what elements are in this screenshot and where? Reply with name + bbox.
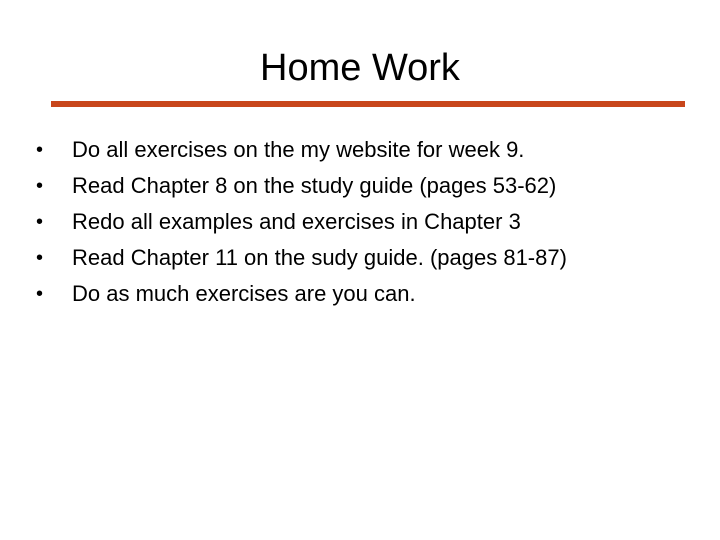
list-item-text: Do all exercises on the my website for week 9. [72,137,525,162]
list-item [36,132,567,168]
bullet-icon: • [36,175,44,197]
list-item [36,276,567,312]
list-item [36,240,567,276]
bullet-list [36,132,567,312]
slide-title: Home Work [260,47,460,89]
bullet-icon: • [36,283,44,305]
list-item [36,204,567,240]
bullet-icon: • [36,211,44,233]
title-underline [51,101,685,107]
list-item [36,168,567,204]
bullet-icon: • [36,139,44,161]
list-item-text: Redo all examples and exercises in Chapter 3 [72,209,521,234]
bullet-icon: • [36,247,44,269]
list-item-text: Do as much exercises are you can. [72,281,416,306]
list-item-text: Read Chapter 8 on the study guide (pages 53-62) [72,173,557,198]
list-item-text: Read Chapter 11 on the sudy guide. (pages 81-87) [72,245,567,270]
